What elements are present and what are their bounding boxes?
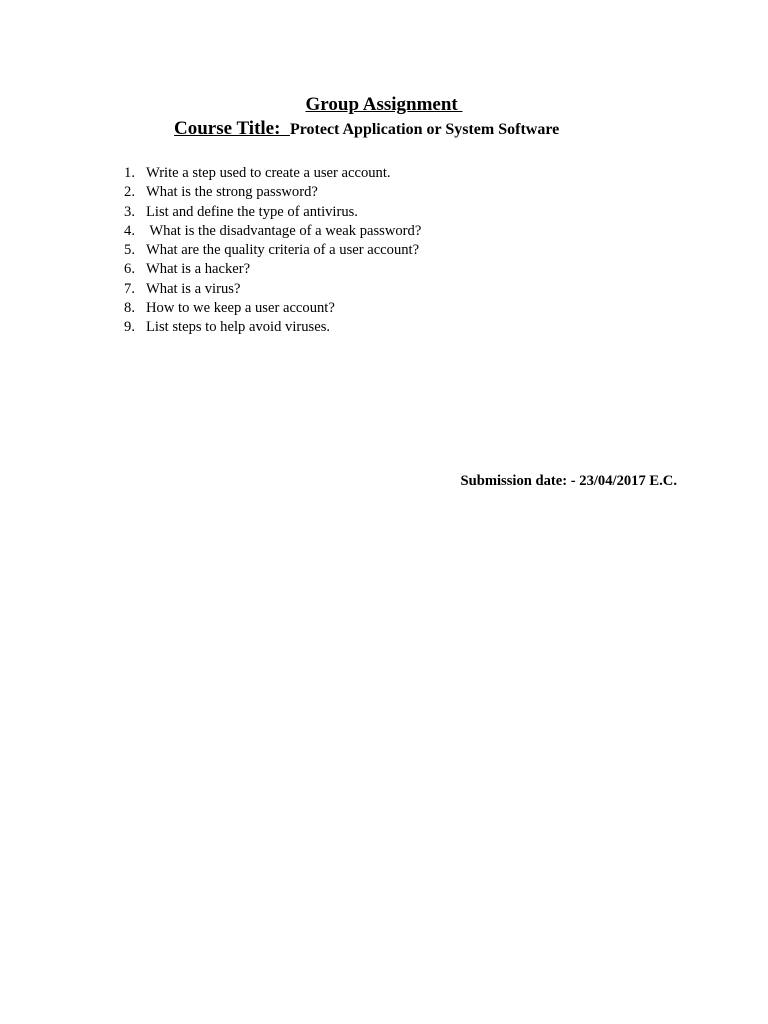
question-number: 8. xyxy=(124,300,135,317)
course-title-label: Course Title: xyxy=(174,118,290,139)
list-item xyxy=(110,222,421,241)
list-item xyxy=(110,299,421,318)
course-title-line xyxy=(174,117,559,142)
question-number: 1. xyxy=(124,165,135,181)
question-number: 4. xyxy=(124,222,135,239)
list-item xyxy=(110,183,421,202)
question-number: 6. xyxy=(124,261,135,278)
heading-text: Group Assignment xyxy=(305,94,463,115)
document-heading xyxy=(0,93,768,117)
question-number: 5. xyxy=(124,242,135,259)
question-number: 3. xyxy=(124,203,135,220)
question-text: Write a step used to create a user account. xyxy=(146,165,391,181)
question-text: How to we keep a user account? xyxy=(146,300,335,317)
submission-date: Submission date: - 23/04/2017 E.C. xyxy=(460,473,677,489)
list-item xyxy=(110,241,421,260)
question-text: What is a virus? xyxy=(146,280,241,297)
question-number: 9. xyxy=(124,319,135,336)
question-text: What are the quality criteria of a user account? xyxy=(146,242,420,259)
list-item xyxy=(110,164,421,183)
course-title-value: Protect Application or System Software xyxy=(289,121,560,138)
list-item xyxy=(110,318,421,337)
question-text: What is the disadvantage of a weak password? xyxy=(146,222,422,239)
question-text: What is a hacker? xyxy=(146,261,251,278)
question-text: What is the strong password? xyxy=(146,184,318,201)
list-item xyxy=(110,260,421,279)
question-number: 2. xyxy=(124,184,135,201)
question-text: List and define the type of antivirus. xyxy=(146,203,358,220)
list-item xyxy=(110,280,421,299)
list-item xyxy=(110,203,421,222)
question-text: List steps to help avoid viruses. xyxy=(146,319,331,336)
question-number: 7. xyxy=(124,280,135,297)
question-list xyxy=(110,164,421,338)
